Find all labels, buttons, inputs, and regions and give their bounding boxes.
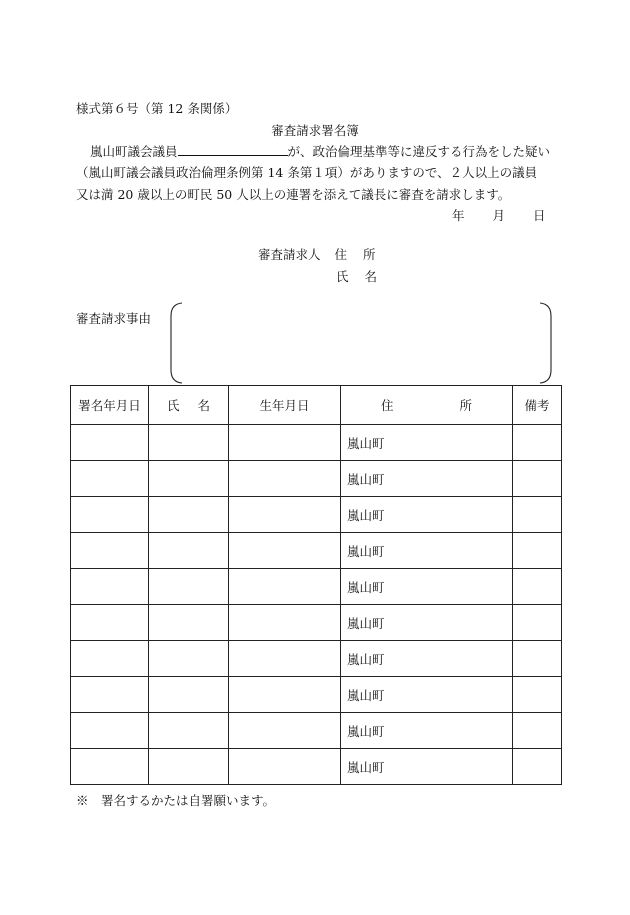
cell-remarks[interactable] — [513, 749, 562, 785]
cell-name[interactable] — [149, 605, 229, 641]
table-row — [71, 533, 562, 569]
requester-label: 審査請求人 — [258, 247, 321, 262]
cell-remarks[interactable] — [513, 677, 562, 713]
cell-date[interactable] — [71, 641, 149, 677]
reason-bracket-box[interactable] — [168, 302, 554, 384]
cell-date[interactable] — [71, 533, 149, 569]
cell-remarks[interactable] — [513, 461, 562, 497]
cell-birth[interactable] — [229, 461, 341, 497]
cell-date[interactable] — [71, 461, 149, 497]
table-header-row — [71, 386, 562, 425]
cell-date[interactable] — [71, 497, 149, 533]
body-line-1 — [90, 142, 550, 160]
cell-birth[interactable] — [229, 749, 341, 785]
member-label: 嵐山町議会議員 — [90, 144, 178, 159]
cell-remarks[interactable] — [513, 425, 562, 461]
cell-name[interactable] — [149, 533, 229, 569]
cell-date[interactable] — [71, 605, 149, 641]
cell-birth[interactable] — [229, 533, 341, 569]
header-remarks: 備考 — [513, 386, 562, 425]
requester-address-label-2: 所 — [363, 247, 376, 262]
signature-table — [70, 385, 562, 785]
table-row — [71, 713, 562, 749]
cell-name[interactable] — [149, 677, 229, 713]
cell-remarks[interactable] — [513, 533, 562, 569]
table-row — [71, 677, 562, 713]
requester-address-label-1: 住 — [334, 247, 348, 262]
cell-birth[interactable] — [229, 425, 341, 461]
cell-birth[interactable] — [229, 497, 341, 533]
table-row — [71, 497, 562, 533]
requester-address-line — [258, 245, 376, 263]
cell-date[interactable] — [71, 713, 149, 749]
cell-name[interactable] — [149, 425, 229, 461]
cell-address[interactable]: 嵐山町 — [341, 425, 513, 461]
cell-birth[interactable] — [229, 641, 341, 677]
cell-address[interactable]: 嵐山町 — [341, 641, 513, 677]
cell-address[interactable]: 嵐山町 — [341, 461, 513, 497]
cell-birth[interactable] — [229, 713, 341, 749]
form-number: 様式第６号（第 12 条関係） — [76, 101, 238, 116]
cell-remarks[interactable] — [513, 713, 562, 749]
header-signature-date: 署名年月日 — [71, 386, 149, 425]
date-month: 月 — [492, 208, 506, 223]
header-name: 氏 名 — [149, 386, 229, 425]
table-row — [71, 641, 562, 677]
cell-name[interactable] — [149, 497, 229, 533]
body-line-1-suffix: が、政治倫理基準等に違反する行為をした疑い — [287, 144, 551, 159]
cell-address[interactable]: 嵐山町 — [341, 569, 513, 605]
table-row — [71, 605, 562, 641]
date-day: 日 — [533, 208, 546, 223]
header-birth-date: 生年月日 — [229, 386, 341, 425]
cell-name[interactable] — [149, 749, 229, 785]
cell-name[interactable] — [149, 569, 229, 605]
requester-name-label-1: 氏 — [336, 269, 349, 284]
cell-remarks[interactable] — [513, 569, 562, 605]
table-row — [71, 749, 562, 785]
cell-address[interactable]: 嵐山町 — [341, 605, 513, 641]
cell-address[interactable]: 嵐山町 — [341, 677, 513, 713]
cell-address[interactable]: 嵐山町 — [341, 713, 513, 749]
body-line-2: （嵐山町議会議員政治倫理条例第 14 条第１項）がありますので、２人以上の議員 — [76, 165, 538, 180]
body-line-3: 又は満 20 歳以上の町民 50 人以上の連署を添えて議長に審査を請求します。 — [76, 187, 511, 202]
document-title: 審査請求署名簿 — [271, 123, 359, 138]
cell-address[interactable]: 嵐山町 — [341, 497, 513, 533]
cell-name[interactable] — [149, 641, 229, 677]
footnote: ※ 署名するかたは自署願います。 — [76, 793, 276, 808]
cell-address[interactable]: 嵐山町 — [341, 533, 513, 569]
cell-date[interactable] — [71, 425, 149, 461]
cell-remarks[interactable] — [513, 605, 562, 641]
reason-label: 審査請求事由 — [76, 311, 152, 326]
member-name-blank[interactable] — [178, 143, 288, 156]
cell-birth[interactable] — [229, 605, 341, 641]
cell-birth[interactable] — [229, 569, 341, 605]
table-row — [71, 425, 562, 461]
cell-address[interactable]: 嵐山町 — [341, 749, 513, 785]
cell-remarks[interactable] — [513, 641, 562, 677]
header-address: 住 所 — [341, 386, 513, 425]
cell-date[interactable] — [71, 677, 149, 713]
requester-name-line — [336, 267, 377, 285]
date-year: 年 — [452, 208, 465, 223]
table-row — [71, 461, 562, 497]
cell-date[interactable] — [71, 569, 149, 605]
cell-name[interactable] — [149, 713, 229, 749]
cell-remarks[interactable] — [513, 497, 562, 533]
cell-date[interactable] — [71, 749, 149, 785]
table-row — [71, 569, 562, 605]
requester-name-label-2: 名 — [364, 269, 378, 284]
cell-name[interactable] — [149, 461, 229, 497]
cell-birth[interactable] — [229, 677, 341, 713]
date-line — [452, 206, 546, 224]
